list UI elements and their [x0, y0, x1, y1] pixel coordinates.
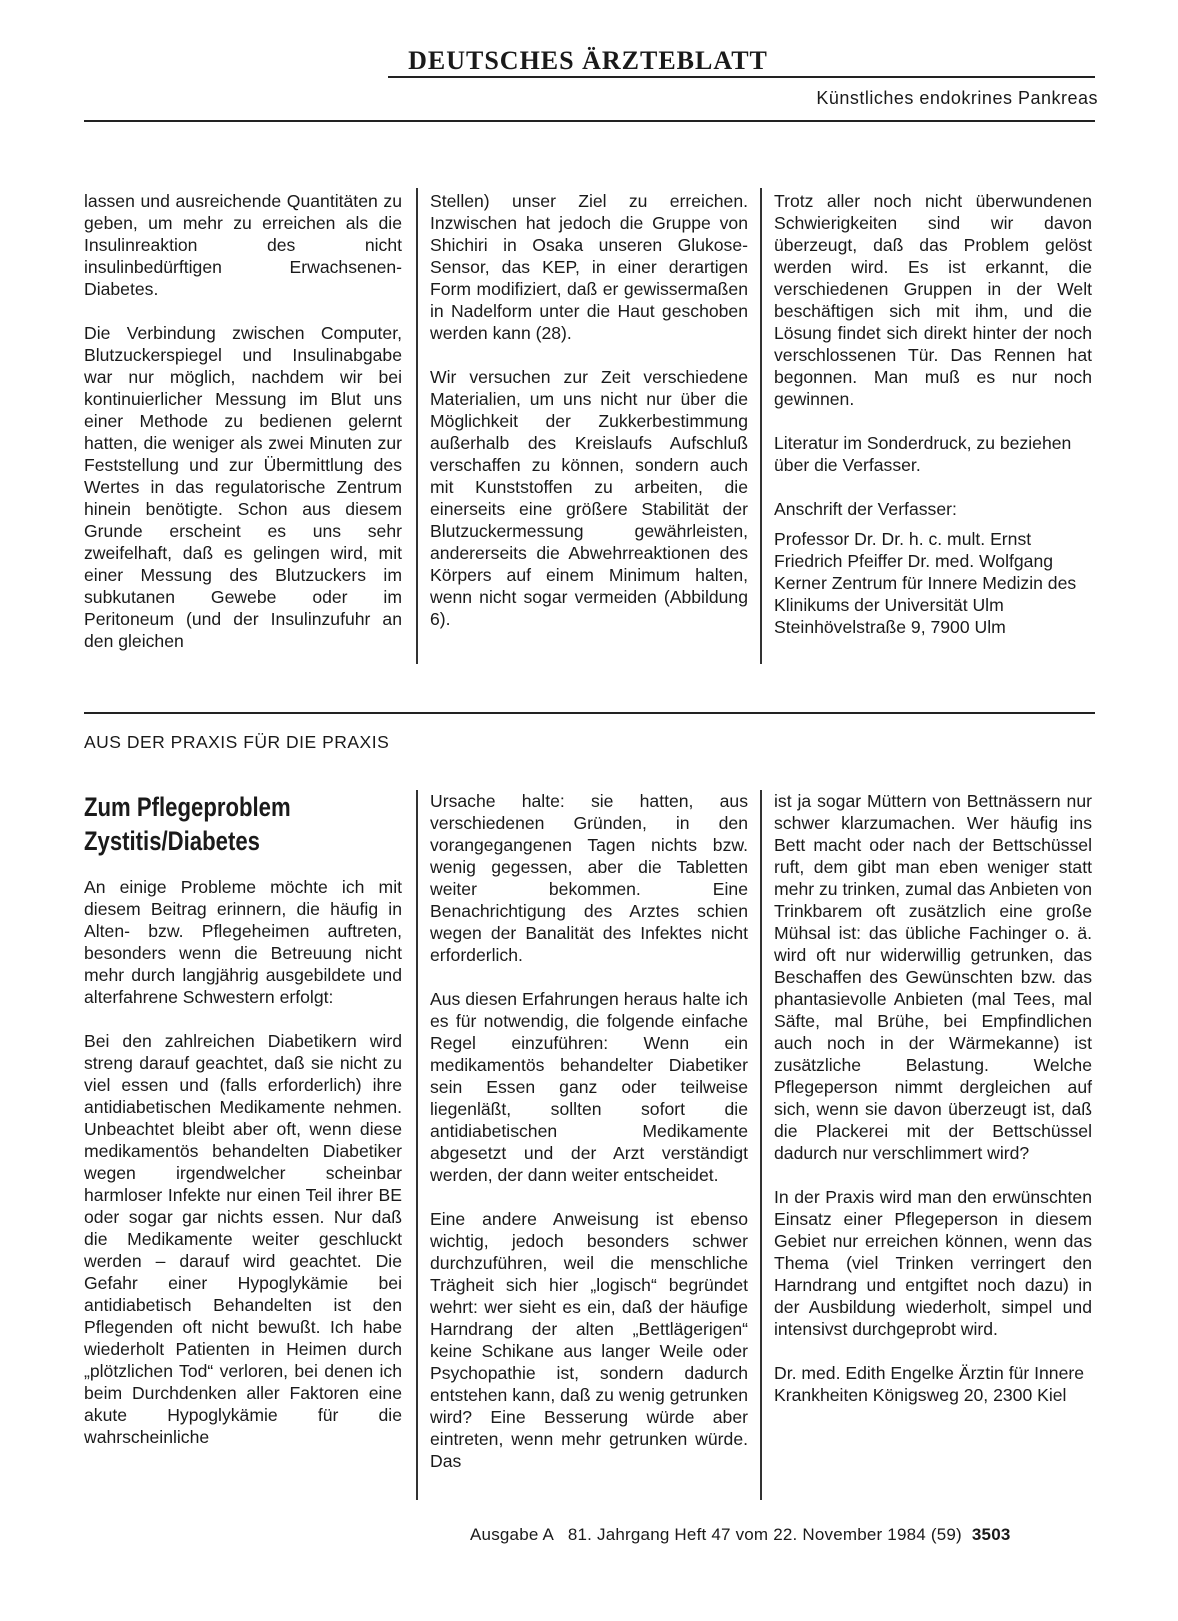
- paragraph: lassen und ausreichende Quantitäten zu geben, um mehr zu erreichen als die Insulinreaktion des nicht insulinbedürftigen Erwachsenen-Diabetes.: [84, 191, 402, 299]
- article2-column-3: [774, 790, 1092, 1406]
- paragraph: In der Praxis wird man den erwünschten Einsatz einer Pflegeperson in diesem Gebiet nur erreichen können, wenn das Thema (viel Trinken verringert den Harndrang und entgiftet noch dazu) in der Ausbildung wiederholt, simpel und intensivst durchgeprobt wird.: [774, 1187, 1092, 1339]
- page-number: 3503: [971, 1525, 1011, 1544]
- paragraph: Wir versuchen zur Zeit verschiedene Materialien, um uns nicht nur über die Möglichkeit der Zukkerbestimmung außerhalb des Kreislaufs Aufschluß verschaffen zu können, sondern auch mit Kunststoffen zu arbeiten, die einerseits eine größere Stabilität der Blutzuckermessung gewährleisten, andererseits die Abwehrreaktionen des Körpers auf einem Minimum halten, wenn nicht sogar vermeiden (Abbildung 6).: [430, 367, 748, 629]
- article1-column-3: [774, 190, 1092, 638]
- paragraph: Die Verbindung zwischen Computer, Blutzuckerspiegel und Insulinabgabe war nur möglich, nachdem wir bei kontinuierlicher Messung im Blut uns einer Methode zu bedienen gelernt hatten, die weniger als zwei Minuten zur Feststellung und zur Übermittlung des Wertes in das regulatorische Zentrum hinein benötigte. Schon aus diesem Grunde erscheint es uns sehr zweifelhaft, daß es gelingen wird, mit einer Messung des Blutzuckers im subkutanen Gewebe oder im Peritoneum (und der Insulinzufuhr an den gleichen: [84, 323, 402, 651]
- masthead: DEUTSCHES ÄRZTEBLATT: [408, 46, 768, 75]
- header-bottom-rule: [84, 120, 1095, 122]
- article2-column-2: [430, 790, 748, 1472]
- paragraph: Aus diesen Erfahrungen heraus halte ich es für notwendig, die folgende einfache Regel einzuführen: Wenn ein medikamentös behandelter Diabetiker sein Essen ganz oder teilweise liegenläßt, sollten sofort die antidiabetischen Medikamente abgesetzt und der Arzt verständigt werden, der dann weiter entscheidet.: [430, 989, 748, 1185]
- paragraph: Ursache halte: sie hatten, aus verschiedenen Gründen, in den vorangegangenen Tagen nichts bzw. wenig gegessen, aber die Tabletten weiter bekommen. Eine Benachrichtigung des Arztes schien wegen der Banalität des Infektes nicht erforderlich.: [430, 791, 748, 965]
- article1-column-2: [430, 190, 748, 630]
- article2-column-1: [84, 876, 402, 1448]
- paragraph: Bei den zahlreichen Diabetikern wird streng darauf geachtet, daß sie nicht zu viel essen und (falls erforderlich) ihre antidiabetischen Medikamente nehmen. Unbeachtet bleibt aber oft, wenn diese medikamentös behandelten Diabetiker wegen irgendwelcher scheinbar harmloser Infekte nur einen Teil ihrer BE oder sogar gar nichts essen. Nur daß die Medikamente weiter geschluckt werden – darauf wird geachtet. Die Gefahr einer Hypoglykämie bei antidiabetisch Behandelten ist den Pflegenden oft nicht bewußt. Ich habe wiederholt Patienten in Heimen durch „plötzlichen Tod“ verloren, bei denen ich beim Durchdenken aller Faktoren eine akute Hypoglykämie für die wahrscheinliche: [84, 1031, 402, 1447]
- page-footer: [470, 1525, 1011, 1545]
- section-label: AUS DER PRAXIS FÜR DIE PRAXIS: [84, 732, 390, 752]
- article-headline: Zum Pflegeproblem Zystitis/Diabetes: [84, 792, 291, 856]
- paragraph: Eine andere Anweisung ist ebenso wichtig, jedoch besonders schwer durchzuführen, weil die menschliche Trägheit sich hier „logisch“ begründet wehrt: wer sieht es ein, daß der häufige Harndrang der alten „Bettlägerigen“ keine Schikane aus langer Weile oder Psychopathie ist, sondern dadurch entstehen kann, daß zu wenig getrunken wird? Eine Besserung würde aber eintreten, wenn mehr getrunken würde. Das: [430, 1209, 748, 1471]
- references-note: Literatur im Sonderdruck, zu beziehen über die Verfasser.: [774, 433, 1072, 475]
- author-address: Professor Dr. Dr. h. c. mult. Ernst Friedrich Pfeiffer Dr. med. Wolfgang Kerner Zentrum für Innere Medizin des Klinikums der Universität Ulm Steinhövelstraße 9, 7900 Ulm: [774, 529, 1077, 637]
- running-head: Künstliches endokrines Pankreas: [816, 88, 1098, 108]
- issue-info: Ausgabe A 81. Jahrgang Heft 47 vom 22. November 1984 (59): [470, 1525, 962, 1544]
- paragraph: ist ja sogar Müttern von Bettnässern nur schwer klarzumachen. Wer häufig ins Bett macht oder nach der Bettschüssel ruft, dem gibt man eben weniger statt mehr zu trinken, zumal das Anbieten von Trinkbarem oft zusätzlich eine große Mühsal ist: das übliche Fachinger o. ä. wird oft nur widerwillig getrunken, das Beschaffen des Gewünschten bzw. das phantasievolle Anbieten (mal Tees, mal Säfte, mal Brühe, bei Empfindlichen auch noch in der Wärmekanne) ist zusätzliche Belastung. Welche Pflegeperson nimmt dergleichen auf sich, wenn sie davon überzeugt ist, daß die Plackerei mit der Bettschüssel dadurch nur verschlimmert wird?: [774, 791, 1092, 1163]
- paragraph: Trotz aller noch nicht überwundenen Schwierigkeiten sind wir davon überzeugt, daß das Problem gelöst werden wird. Es ist erkannt, die verschiedenen Gruppen in der Welt beschäftigen sich mit ihm, und die Lösung findet sich direkt hinter der noch verschlossenen Tür. Das Rennen hat begonnen. Man muß es nur noch gewinnen.: [774, 191, 1092, 409]
- paragraph: Stellen) unser Ziel zu erreichen. Inzwischen hat jedoch die Gruppe von Shichiri in Osaka unseren Glukose-Sensor, das KEP, in einer derartigen Form modifiziert, daß er gewissermaßen in Nadelform unter die Haut geschoben werden kann (28).: [430, 191, 748, 343]
- address-heading: Anschrift der Verfasser:: [774, 499, 957, 519]
- article1-column-1: [84, 190, 402, 652]
- header-top-rule: [388, 76, 1095, 78]
- paragraph: An einige Probleme möchte ich mit diesem Beitrag erinnern, die häufig in Alten- bzw. Pflegeheimen auftreten, besonders wenn die Betreuung nicht mehr durch langjährig ausgebildete und alterfahrene Schwestern erfolgt:: [84, 877, 402, 1007]
- column-divider: [416, 790, 418, 1500]
- column-divider: [760, 790, 762, 1500]
- section-rule: [84, 712, 1095, 714]
- author-signature: Dr. med. Edith Engelke Ärztin für Innere Krankheiten Königsweg 20, 2300 Kiel: [774, 1363, 1084, 1405]
- column-divider: [416, 188, 418, 664]
- column-divider: [760, 188, 762, 664]
